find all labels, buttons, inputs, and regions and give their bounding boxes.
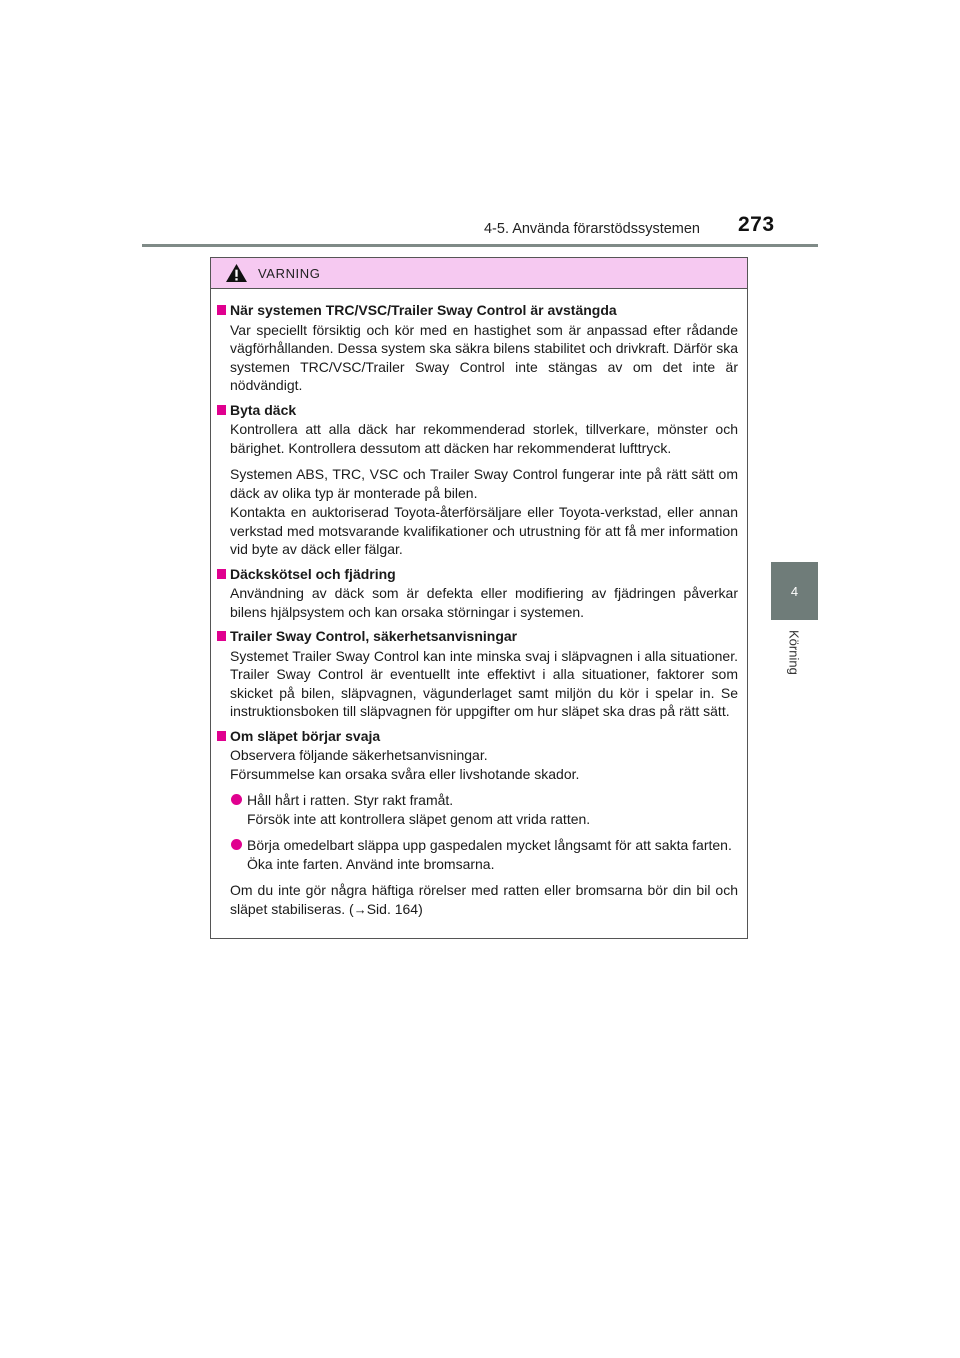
bullet-line: Försök inte att kontrollera släpet genom att vrida ratten. — [247, 810, 591, 827]
warning-box — [210, 257, 748, 939]
bullet-dot-icon — [231, 794, 242, 805]
section-heading: Däckskötsel och fjädring — [217, 565, 738, 584]
bullet-line: Öka inte farten. Använd inte bromsarna. — [247, 855, 495, 872]
warning-header — [211, 258, 747, 289]
paragraph: Systemet Trailer Sway Control kan inte minska svaj i släpvagnen i alla situationer. Trailer Sway Control är eventuellt inte effektivt i alla situationer, faktorer som skicket på bilen, släpvagnen, vägunderlaget samt miljön du kör i spelar in. Se instruktionsboken till släpvagnen för uppgifter om hur släpet ska dras på rätt sätt. — [230, 647, 738, 719]
intro-line: Försummelse kan orsaka svåra eller livshotande skador. — [230, 765, 580, 782]
closing-text: Om du inte gör några häftiga rörelser med ratten eller bromsarna bör din bil och släpet stabiliseras. ( — [230, 882, 738, 917]
paragraph — [217, 746, 738, 783]
header-rule — [142, 244, 818, 247]
intro-line: Observera följande säkerhetsanvisningar. — [230, 747, 488, 763]
bullet-line: Börja omedelbart släppa upp gaspedalen mycket långsamt för att sakta farten. — [247, 837, 732, 853]
section-heading: Trailer Sway Control, säkerhetsanvisningar — [217, 627, 738, 646]
paragraph: Kontakta en auktoriserad Toyota-återförsäljare eller Toyota-verkstad, eller annan verkstad med motsvarande kvalifikationer och utrustning för att få mer information vid byte av däck eller fälgar. — [230, 504, 738, 557]
section-heading: När systemen TRC/VSC/Trailer Sway Control är avstängda — [217, 301, 738, 320]
chapter-tab: 4 — [771, 562, 818, 620]
header-section-title: 4-5. Använda förarstödssystemen — [483, 221, 700, 237]
chapter-label: Körning — [786, 630, 802, 675]
warning-triangle-icon — [225, 263, 248, 283]
xref-arrow-icon: → — [353, 901, 367, 917]
paragraph: Kontrollera att alla däck har rekommenderad storlek, tillverkare, mönster och bärighet. Kontrollera dessutom att däcken har rekommenderat lufttryck. — [230, 421, 738, 456]
page-reference-link[interactable]: Sid. 164) — [366, 900, 423, 917]
bullet-dot-icon — [231, 839, 242, 850]
page-number: 273 — [738, 213, 775, 236]
bullet-line: Håll hårt i ratten. Styr rakt framåt. — [247, 792, 454, 808]
bullet-item — [217, 791, 738, 828]
section-heading: Om släpet börjar svaja — [217, 727, 738, 746]
closing-paragraph — [217, 881, 738, 919]
paragraph: Var speciellt försiktig och kör med en hastighet som är anpassad efter rådande vägförhållanden. Dessa system ska säkra bilens stabilitet och drivkraft. Därför ska systemen TRC/VSC/Trailer Sway Control inte stängas av om det inte är nödvändigt. — [230, 321, 738, 393]
warning-body — [211, 289, 747, 919]
bullet-item — [217, 836, 738, 873]
paragraph: Systemen ABS, TRC, VSC och Trailer Sway Control fungerar inte på rätt sätt om däck av olika typ är monterade på bilen. — [230, 466, 738, 501]
warning-title: VARNING — [258, 265, 321, 281]
paragraph: Användning av däck som är defekta eller modifiering av fjädringen påverkar bilens hjälpsystem och kan orsaka störningar i systemen. — [230, 585, 738, 620]
section-heading: Byta däck — [217, 401, 738, 420]
